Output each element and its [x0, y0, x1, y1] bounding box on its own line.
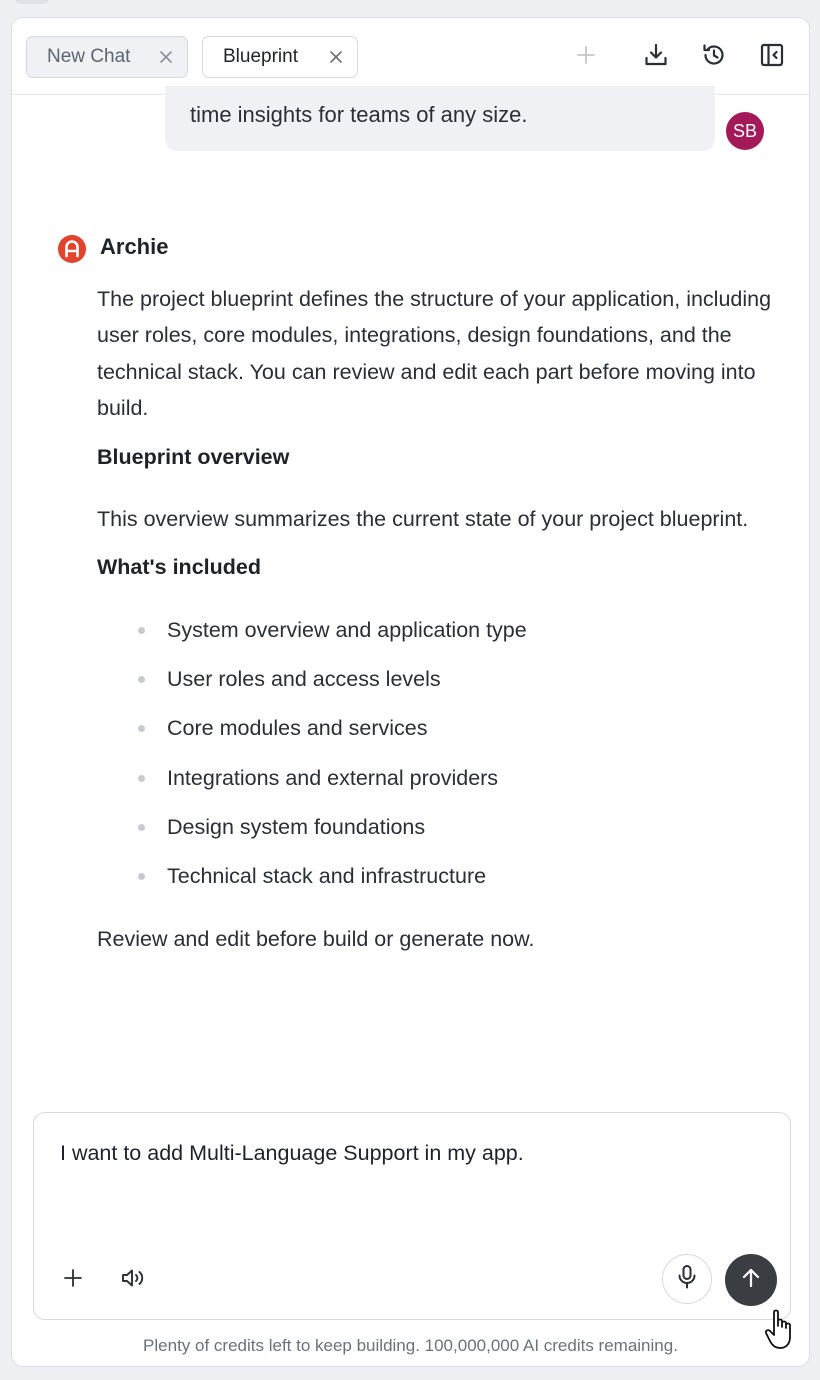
- avatar[interactable]: [726, 112, 764, 150]
- closing-text: Review and edit before build or generate now.: [97, 926, 535, 951]
- tab-new-chat[interactable]: [26, 36, 188, 78]
- included-heading: What's included: [97, 555, 261, 580]
- tab-bar: [12, 18, 809, 95]
- overview-text: This overview summarizes the current state of your project blueprint.: [97, 507, 749, 532]
- user-message-text: time insights for teams of any size.: [190, 102, 528, 127]
- message-composer: [33, 1112, 791, 1320]
- chat-transcript: [12, 96, 809, 1106]
- attach-button[interactable]: [58, 1265, 88, 1295]
- chat-panel: [11, 17, 810, 1367]
- history-button[interactable]: [699, 42, 729, 72]
- list-item: User roles and access levels: [167, 661, 777, 710]
- assistant-intro: The project blueprint defines the structure of your application, including user roles, core modules, integrations, design foundations, and the technical stack. You can review and edit each part before moving into build.: [97, 287, 772, 421]
- arrow-up-icon: [740, 1267, 762, 1294]
- download-icon: [643, 42, 669, 73]
- collapse-panel-icon: [759, 42, 785, 73]
- assistant-name: Archie: [100, 234, 169, 259]
- included-list: [97, 612, 777, 908]
- plus-icon: [63, 1268, 83, 1293]
- tab-label: New Chat: [47, 46, 131, 67]
- tab-blueprint[interactable]: [202, 36, 358, 78]
- history-icon: [701, 42, 727, 73]
- hand-pointer-icon: [764, 1308, 798, 1352]
- user-message-bubble: [165, 86, 715, 151]
- new-tab-button[interactable]: [571, 42, 601, 72]
- message-input[interactable]: I want to add Multi-Language Support in my app.: [60, 1141, 524, 1165]
- list-item: System overview and application type: [167, 612, 777, 661]
- avatar-initials: SB: [732, 120, 757, 141]
- close-icon[interactable]: [327, 48, 345, 66]
- microphone-button[interactable]: [662, 1254, 712, 1304]
- list-item: Integrations and external providers: [167, 760, 777, 809]
- collapse-panel-button[interactable]: [757, 42, 787, 72]
- speaker-icon: [120, 1266, 148, 1295]
- overview-heading: Blueprint overview: [97, 444, 290, 469]
- list-item: Core modules and services: [167, 710, 777, 759]
- credits-note: Plenty of credits left to keep building. 100,000,000 AI credits remaining.: [143, 1336, 678, 1355]
- list-item: Technical stack and infrastructure: [167, 858, 777, 907]
- close-icon[interactable]: [157, 48, 175, 66]
- tab-label: Blueprint: [223, 46, 298, 67]
- archie-logo-icon: [57, 234, 87, 264]
- plus-icon: [576, 45, 596, 70]
- send-button[interactable]: [725, 1254, 777, 1306]
- top-edge-handle: [16, 0, 48, 4]
- list-item: Design system foundations: [167, 809, 777, 858]
- assistant-message: [97, 281, 777, 957]
- read-aloud-button[interactable]: [118, 1265, 150, 1295]
- microphone-icon: [676, 1264, 698, 1295]
- download-button[interactable]: [641, 42, 671, 72]
